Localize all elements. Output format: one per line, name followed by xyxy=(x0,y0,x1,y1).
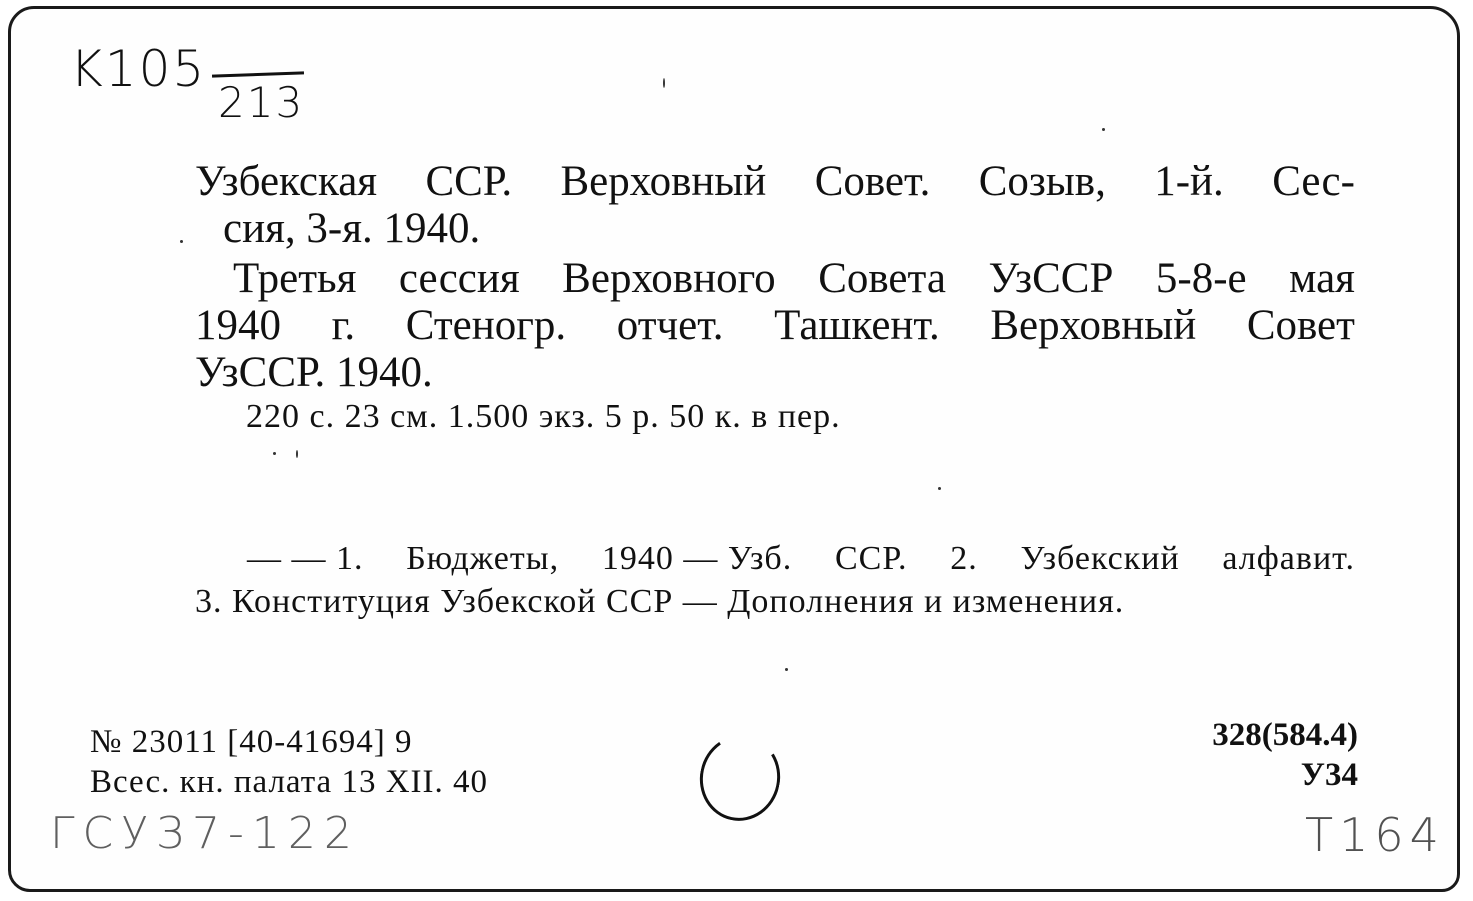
heading-word: Узбекская xyxy=(195,158,378,205)
title-word: Стеногр. xyxy=(405,302,567,349)
chamber-date: Всес. кн. палата 13 XII. 40 xyxy=(90,764,489,800)
title-word: сессия xyxy=(398,255,520,302)
subject-word: алфавит. xyxy=(1222,540,1355,577)
title-line-2 xyxy=(195,302,1355,349)
subjects-line-1 xyxy=(195,537,1355,580)
subject-word: Узбекский xyxy=(1020,540,1180,577)
title-word: Совет xyxy=(1246,302,1355,349)
title-word: 5-8-е xyxy=(1155,255,1247,302)
subjects-line-2: 3. Конституция Узбекской ССР — Дополнения и изменения. xyxy=(195,583,1125,620)
heading-word: Совет. xyxy=(814,158,931,205)
inventory-stamp: ГСУЗ7-122 xyxy=(50,808,360,859)
title-word: УзССР xyxy=(988,255,1114,302)
ink-speck xyxy=(296,450,298,458)
heading-line-1 xyxy=(195,158,1355,205)
subject-word: — — 1. xyxy=(247,540,364,577)
collation-line: 220 с. 23 см. 1.500 экз. 5 р. 50 к. в пер. xyxy=(246,398,841,435)
title-line-1 xyxy=(195,255,1355,302)
heading-word: Созыв, xyxy=(978,158,1106,205)
heading-word: Верховный xyxy=(560,158,767,205)
subject-word: 1940 — Узб. xyxy=(601,540,793,577)
subject-word: 2. xyxy=(950,540,978,577)
title-line-3: УзССР. 1940. xyxy=(195,349,433,396)
title-word: отчет. xyxy=(616,302,724,349)
card-number-block xyxy=(90,722,488,802)
title-word: Верховный xyxy=(990,302,1197,349)
ink-speck xyxy=(785,668,788,671)
heading-word: Сес- xyxy=(1272,158,1355,205)
udc-code: 328(584.4) xyxy=(1212,717,1358,753)
classification-block xyxy=(1212,715,1358,795)
card-heading xyxy=(195,158,1355,252)
ink-speck xyxy=(1102,128,1105,131)
heading-line-2: сия, 3-я. 1940. xyxy=(223,205,481,252)
title-word: г. xyxy=(331,302,356,349)
title-word: Совета xyxy=(818,255,946,302)
title-word: 1940 xyxy=(195,302,281,349)
card-number: № 23011 [40-41694] 9 xyxy=(90,724,413,760)
subject-word: Бюджеты, xyxy=(406,540,560,577)
subject-headings xyxy=(195,537,1355,623)
card-title xyxy=(195,255,1355,396)
title-word: мая xyxy=(1289,255,1355,302)
ink-speck xyxy=(938,487,941,490)
heading-word: ССР. xyxy=(425,158,513,205)
subject-word: ССР. xyxy=(834,540,908,577)
ink-speck xyxy=(273,452,276,455)
handwritten-mark: Т164 xyxy=(1305,808,1445,862)
ink-speck xyxy=(663,78,665,88)
title-word: Верховного xyxy=(562,255,776,302)
shelf-mark: K105 xyxy=(70,40,207,98)
title-word: Ташкент. xyxy=(774,302,940,349)
heading-word: 1-й. xyxy=(1154,158,1224,205)
ink-speck xyxy=(180,240,183,243)
title-word: Третья xyxy=(233,255,357,302)
shelf-mark-sub: 213 xyxy=(218,78,305,127)
author-code: У34 xyxy=(1300,757,1358,793)
